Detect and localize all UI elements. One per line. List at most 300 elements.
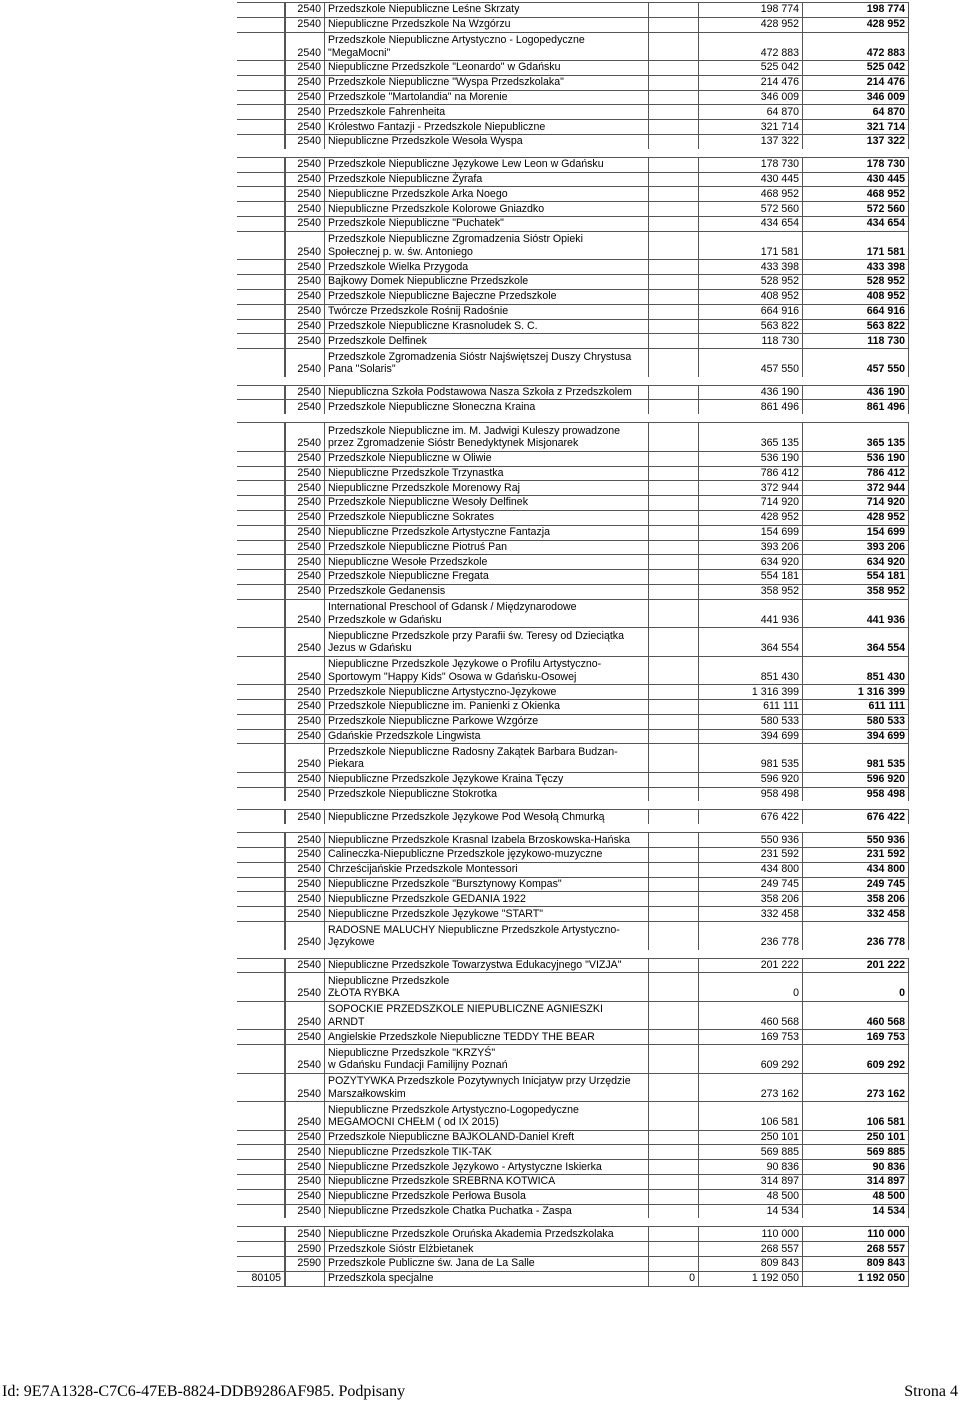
name-line: Niepubliczne Przedszkole Oruńska Akademia Przedszkolaka <box>328 1227 614 1240</box>
name-line: Przedszkole Niepubliczne Żyrafa <box>328 172 483 185</box>
value1-cell: 171 581 <box>699 232 803 260</box>
code-cell: 2540 <box>285 452 325 466</box>
name-line: Marszałkowskim <box>328 1087 406 1100</box>
table-row <box>237 1029 909 1044</box>
table-row <box>237 186 909 201</box>
name-line: Niepubliczne Przedszkole <box>328 974 450 987</box>
code-cell: 2540 <box>285 570 325 584</box>
value0-cell <box>649 848 699 862</box>
name-cell <box>325 1074 649 1102</box>
name-cell <box>325 135 649 149</box>
value0-cell <box>649 187 699 201</box>
name-cell <box>325 657 649 685</box>
code-cell: 2540 <box>285 61 325 75</box>
value2-cell: 154 699 <box>803 526 909 540</box>
name-line: SOPOCKIE PRZEDSZKOLE NIEPUBLICZNE AGNIESZKI <box>328 1003 603 1016</box>
name-line: Przedszkole Fahrenheita <box>328 105 446 118</box>
name-line: Przedszkole Niepubliczne Sokrates <box>328 511 495 524</box>
value1-cell: 332 458 <box>699 907 803 921</box>
name-line: Przedszkole Sióstr Elżbietanek <box>328 1242 474 1255</box>
name-line: Niepubliczne Przedszkole Kolorowe Gniazdko <box>328 202 545 215</box>
value0-cell: 0 <box>649 1272 699 1286</box>
table-spacer <box>237 1218 909 1226</box>
section-cell <box>237 570 285 584</box>
code-cell: 2540 <box>285 400 325 414</box>
table-row <box>237 172 909 187</box>
name-cell <box>325 320 649 334</box>
code-cell: 2540 <box>285 657 325 685</box>
code-cell: 2540 <box>285 187 325 201</box>
name-cell <box>325 481 649 495</box>
section-cell <box>237 1030 285 1044</box>
code-cell: 2540 <box>285 467 325 481</box>
value1-cell: 786 412 <box>699 467 803 481</box>
name-cell <box>325 496 649 510</box>
name-cell <box>325 715 649 729</box>
name-cell <box>325 260 649 274</box>
section-cell <box>237 526 285 540</box>
value1-cell: 472 883 <box>699 33 803 61</box>
name-cell <box>325 1257 649 1271</box>
name-line: Niepubliczne Przedszkole "KRZYŚ" <box>328 1046 496 1059</box>
name-line: Przedszkole Gedanensis <box>328 585 446 598</box>
section-cell <box>237 863 285 877</box>
table-row <box>237 60 909 75</box>
value1-cell: 434 800 <box>699 863 803 877</box>
name-cell <box>325 833 649 847</box>
name-cell <box>325 1205 649 1219</box>
value0-cell <box>649 1205 699 1219</box>
code-cell: 2540 <box>285 1002 325 1030</box>
name-line: Przedszkole w Gdańsku <box>328 613 442 626</box>
name-line: Przedszkole Niepubliczne Wesoły Delfinek <box>328 496 528 509</box>
value1-cell: 394 699 <box>699 730 803 744</box>
table-row <box>237 1001 909 1030</box>
code-cell: 2540 <box>285 863 325 877</box>
value0-cell <box>649 833 699 847</box>
name-cell <box>325 1190 649 1204</box>
name-line: RADOSNE MALUCHY Niepubliczne Przedszkole Artystyczno- <box>328 923 620 936</box>
value1-cell: 372 944 <box>699 481 803 495</box>
table-row <box>237 451 909 466</box>
table-row <box>237 399 909 414</box>
table-row <box>237 743 909 772</box>
value0-cell <box>649 1045 699 1073</box>
name-line: Gdańskie Przedszkole Lingwista <box>328 729 481 742</box>
value2-cell: 664 916 <box>803 305 909 319</box>
name-line: Niepubliczne Przedszkole Wesoła Wyspa <box>328 135 523 148</box>
name-cell <box>325 555 649 569</box>
name-line: Przedszkole Zgromadzenia Sióstr Najświętszej Duszy Chrystusa <box>328 350 632 363</box>
code-cell: 2540 <box>285 18 325 32</box>
code-cell: 2540 <box>285 833 325 847</box>
value1-cell: 563 822 <box>699 320 803 334</box>
table-row <box>237 2 909 17</box>
value0-cell <box>649 275 699 289</box>
value1-cell: 0 <box>699 973 803 1001</box>
value2-cell: 528 952 <box>803 275 909 289</box>
code-cell: 2540 <box>285 3 325 17</box>
name-cell <box>325 810 649 824</box>
section-cell: 80105 <box>237 1272 285 1286</box>
value1-cell: 434 654 <box>699 217 803 231</box>
value0-cell <box>649 907 699 921</box>
value2-cell: 236 778 <box>803 922 909 950</box>
section-cell <box>237 76 285 90</box>
name-line: Niepubliczne Przedszkole "Bursztynowy Kompas" <box>328 877 562 890</box>
value2-cell: 231 592 <box>803 848 909 862</box>
section-cell <box>237 217 285 231</box>
table-row <box>237 1101 909 1130</box>
name-cell <box>325 511 649 525</box>
value2-cell: 433 398 <box>803 260 909 274</box>
value1-cell: 861 496 <box>699 400 803 414</box>
table-row <box>237 422 909 451</box>
section-cell <box>237 773 285 787</box>
table-row <box>237 1189 909 1204</box>
section-cell <box>237 715 285 729</box>
value0-cell <box>649 810 699 824</box>
name-line: Przedszkole Niepubliczne Parkowe Wzgórze <box>328 715 539 728</box>
value1-cell: 273 162 <box>699 1074 803 1102</box>
table-row <box>237 584 909 599</box>
section-cell <box>237 1045 285 1073</box>
name-line: Niepubliczne Przedszkole Artystyczne Fantazja <box>328 526 550 539</box>
name-cell <box>325 1045 649 1073</box>
name-cell <box>325 848 649 862</box>
name-cell <box>325 744 649 772</box>
table-row <box>237 891 909 906</box>
name-line: ZŁOTA RYBKA <box>328 987 400 1000</box>
value0-cell <box>649 1002 699 1030</box>
name-cell <box>325 334 649 348</box>
value0-cell <box>649 657 699 685</box>
code-cell: 2540 <box>285 526 325 540</box>
code-cell <box>285 1272 325 1286</box>
code-cell: 2540 <box>285 555 325 569</box>
section-cell <box>237 3 285 17</box>
section-cell <box>237 922 285 950</box>
value0-cell <box>649 570 699 584</box>
name-cell <box>325 1227 649 1241</box>
name-cell <box>325 973 649 1001</box>
name-line: Twórcze Przedszkole Rośnij Radośnie <box>328 305 509 318</box>
value0-cell <box>649 585 699 599</box>
table-row <box>237 1159 909 1174</box>
table-row <box>237 495 909 510</box>
table-row <box>237 540 909 555</box>
name-line: Niepubliczne Przedszkole "Leonardo" w Gdańsku <box>328 61 561 74</box>
value0-cell <box>649 700 699 714</box>
value2-cell: 596 920 <box>803 773 909 787</box>
code-cell: 2540 <box>285 848 325 862</box>
value0-cell <box>649 555 699 569</box>
table-row <box>237 1073 909 1102</box>
table-row <box>237 348 909 377</box>
table-row <box>237 1130 909 1145</box>
name-cell <box>325 33 649 61</box>
name-line: Niepubliczna Szkoła Podstawowa Nasza Szkoła z Przedszkolem <box>328 385 632 398</box>
section-cell <box>237 91 285 105</box>
table-row <box>237 480 909 495</box>
name-cell <box>325 349 649 377</box>
value2-cell: 321 714 <box>803 120 909 134</box>
value0-cell <box>649 541 699 555</box>
section-cell <box>237 555 285 569</box>
value2-cell: 394 699 <box>803 730 909 744</box>
value2-cell: 178 730 <box>803 158 909 172</box>
value2-cell: 358 952 <box>803 585 909 599</box>
code-cell: 2540 <box>285 1205 325 1219</box>
value1-cell: 536 190 <box>699 452 803 466</box>
section-cell <box>237 1175 285 1189</box>
section-cell <box>237 973 285 1001</box>
table-row <box>237 157 909 172</box>
name-cell <box>325 232 649 260</box>
name-line: Przedszkole Niepubliczne Stokrotka <box>328 787 497 800</box>
name-cell <box>325 91 649 105</box>
name-line: Przedszkole Niepubliczne im. M. Jadwigi Kuleszy prowadzone <box>328 424 621 437</box>
section-cell <box>237 700 285 714</box>
value0-cell <box>649 1257 699 1271</box>
code-cell: 2540 <box>285 628 325 656</box>
name-cell <box>325 600 649 628</box>
section-cell <box>237 600 285 628</box>
value2-cell: 634 920 <box>803 555 909 569</box>
name-line: Niepubliczne Przedszkole Językowe o Profilu Artystyczno- <box>328 658 602 671</box>
table-spacer <box>237 824 909 832</box>
name-line: Przedszkole Delfinek <box>328 334 427 347</box>
table-row <box>237 17 909 32</box>
table-row <box>237 1044 909 1073</box>
table-spacer <box>237 149 909 157</box>
name-line: Niepubliczne Przedszkole Językowe "START" <box>328 907 543 920</box>
value0-cell <box>649 1131 699 1145</box>
section-cell <box>237 1227 285 1241</box>
value0-cell <box>649 400 699 414</box>
value2-cell: 273 162 <box>803 1074 909 1102</box>
section-cell <box>237 467 285 481</box>
code-cell: 2540 <box>285 1175 325 1189</box>
value2-cell: 611 111 <box>803 700 909 714</box>
code-cell: 2540 <box>285 1030 325 1044</box>
value0-cell <box>649 232 699 260</box>
name-line: Niepubliczne Przedszkole Perłowa Busola <box>328 1190 526 1203</box>
value2-cell: 786 412 <box>803 467 909 481</box>
name-line: Niepubliczne Przedszkole SREBRNA KOTWICA <box>328 1175 556 1188</box>
table-row <box>237 847 909 862</box>
value2-cell: 434 654 <box>803 217 909 231</box>
value1-cell: 154 699 <box>699 526 803 540</box>
name-cell <box>325 187 649 201</box>
table-row <box>237 1226 909 1241</box>
name-line: Przedszkole Niepubliczne im. Panienki z Okienka <box>328 700 560 713</box>
value2-cell: 536 190 <box>803 452 909 466</box>
section-cell <box>237 202 285 216</box>
value0-cell <box>649 744 699 772</box>
value1-cell: 64 870 <box>699 105 803 119</box>
value1-cell: 430 445 <box>699 173 803 187</box>
value2-cell: 428 952 <box>803 511 909 525</box>
name-cell <box>325 685 649 699</box>
value0-cell <box>649 135 699 149</box>
value0-cell <box>649 481 699 495</box>
value1-cell: 525 042 <box>699 61 803 75</box>
name-line: Przedszkola specjalne <box>328 1272 434 1285</box>
value0-cell <box>649 600 699 628</box>
value1-cell: 468 952 <box>699 187 803 201</box>
table-row <box>237 787 909 802</box>
code-cell: 2540 <box>285 120 325 134</box>
value0-cell <box>649 158 699 172</box>
value1-cell: 580 533 <box>699 715 803 729</box>
code-cell: 2540 <box>285 349 325 377</box>
value2-cell: 569 885 <box>803 1145 909 1159</box>
value2-cell: 550 936 <box>803 833 909 847</box>
name-cell <box>325 400 649 414</box>
name-cell <box>325 1102 649 1130</box>
name-line: Niepubliczne Przedszkole Morenowy Raj <box>328 481 520 494</box>
value1-cell: 118 730 <box>699 334 803 348</box>
value0-cell <box>649 120 699 134</box>
code-cell: 2540 <box>285 320 325 334</box>
name-line: Niepubliczne Przedszkole GEDANIA 1922 <box>328 892 526 905</box>
name-line: Pana "Solaris" <box>328 363 396 376</box>
table-row <box>237 289 909 304</box>
name-line: Przedszkole Niepubliczne Piotruś Pan <box>328 540 508 553</box>
name-cell <box>325 959 649 973</box>
table-row <box>237 1174 909 1189</box>
value1-cell: 365 135 <box>699 423 803 451</box>
value0-cell <box>649 788 699 802</box>
code-cell: 2540 <box>285 1102 325 1130</box>
value1-cell: 393 206 <box>699 541 803 555</box>
table-row <box>237 216 909 231</box>
name-cell <box>325 892 649 906</box>
value2-cell: 609 292 <box>803 1045 909 1073</box>
name-line: Piekara <box>328 758 364 771</box>
value2-cell: 457 550 <box>803 349 909 377</box>
code-cell: 2540 <box>285 511 325 525</box>
value2-cell: 249 745 <box>803 878 909 892</box>
name-cell <box>325 922 649 950</box>
value1-cell: 358 952 <box>699 585 803 599</box>
name-cell <box>325 18 649 32</box>
value0-cell <box>649 349 699 377</box>
value0-cell <box>649 685 699 699</box>
name-cell <box>325 386 649 400</box>
value1-cell: 572 560 <box>699 202 803 216</box>
name-line: Niepubliczne Przedszkole Arka Noego <box>328 187 508 200</box>
value1-cell: 110 000 <box>699 1227 803 1241</box>
value2-cell: 90 836 <box>803 1160 909 1174</box>
value1-cell: 198 774 <box>699 3 803 17</box>
table-row <box>237 1204 909 1219</box>
name-line: Przedszkole Wielka Przygoda <box>328 260 469 273</box>
value0-cell <box>649 334 699 348</box>
value1-cell: 137 322 <box>699 135 803 149</box>
table-row <box>237 809 909 824</box>
value1-cell: 981 535 <box>699 744 803 772</box>
section-cell <box>237 334 285 348</box>
value2-cell: 714 920 <box>803 496 909 510</box>
name-line: Niepubliczne Przedszkole Artystyczno-Logopedyczne <box>328 1103 579 1116</box>
table-row <box>237 599 909 628</box>
name-cell <box>325 628 649 656</box>
name-cell <box>325 788 649 802</box>
name-cell <box>325 1145 649 1159</box>
name-cell <box>325 173 649 187</box>
page-number: Strona 4 <box>904 1383 958 1400</box>
name-line: Przedszkole Niepubliczne Językowe Lew Leon w Gdańsku <box>328 158 604 171</box>
code-cell: 2540 <box>285 922 325 950</box>
value1-cell: 457 550 <box>699 349 803 377</box>
table-row <box>237 510 909 525</box>
value2-cell: 441 936 <box>803 600 909 628</box>
code-cell: 2540 <box>285 1074 325 1102</box>
value2-cell: 1 192 050 <box>803 1272 909 1286</box>
name-cell <box>325 158 649 172</box>
section-cell <box>237 33 285 61</box>
code-cell: 2540 <box>285 1190 325 1204</box>
value2-cell: 250 101 <box>803 1131 909 1145</box>
value2-cell: 110 000 <box>803 1227 909 1241</box>
value0-cell <box>649 452 699 466</box>
value1-cell: 433 398 <box>699 260 803 274</box>
value2-cell: 198 774 <box>803 3 909 17</box>
code-cell: 2540 <box>285 892 325 906</box>
value2-cell: 64 870 <box>803 105 909 119</box>
value1-cell: 231 592 <box>699 848 803 862</box>
section-cell <box>237 275 285 289</box>
value1-cell: 528 952 <box>699 275 803 289</box>
value2-cell: 314 897 <box>803 1175 909 1189</box>
value2-cell: 171 581 <box>803 232 909 260</box>
value2-cell: 346 009 <box>803 91 909 105</box>
value1-cell: 714 920 <box>699 496 803 510</box>
value0-cell <box>649 305 699 319</box>
value1-cell: 596 920 <box>699 773 803 787</box>
name-cell <box>325 1272 649 1286</box>
table-row <box>237 90 909 105</box>
section-cell <box>237 878 285 892</box>
code-cell: 2540 <box>285 959 325 973</box>
code-cell: 2540 <box>285 290 325 304</box>
code-cell: 2540 <box>285 1045 325 1073</box>
value2-cell: 365 135 <box>803 423 909 451</box>
table-row <box>237 921 909 950</box>
section-cell <box>237 423 285 451</box>
section-cell <box>237 1242 285 1256</box>
value0-cell <box>649 467 699 481</box>
table-row <box>237 1144 909 1159</box>
value1-cell: 428 952 <box>699 18 803 32</box>
code-cell: 2540 <box>285 386 325 400</box>
budget-table <box>237 2 909 1287</box>
name-line: Przedszkole Niepubliczne Fregata <box>328 570 489 583</box>
name-cell <box>325 1242 649 1256</box>
value0-cell <box>649 1102 699 1130</box>
value1-cell: 214 476 <box>699 76 803 90</box>
value1-cell: 1 192 050 <box>699 1272 803 1286</box>
name-cell <box>325 1002 649 1030</box>
name-cell <box>325 570 649 584</box>
section-cell <box>237 1074 285 1102</box>
code-cell: 2540 <box>285 76 325 90</box>
section-cell <box>237 744 285 772</box>
value0-cell <box>649 105 699 119</box>
name-cell <box>325 3 649 17</box>
